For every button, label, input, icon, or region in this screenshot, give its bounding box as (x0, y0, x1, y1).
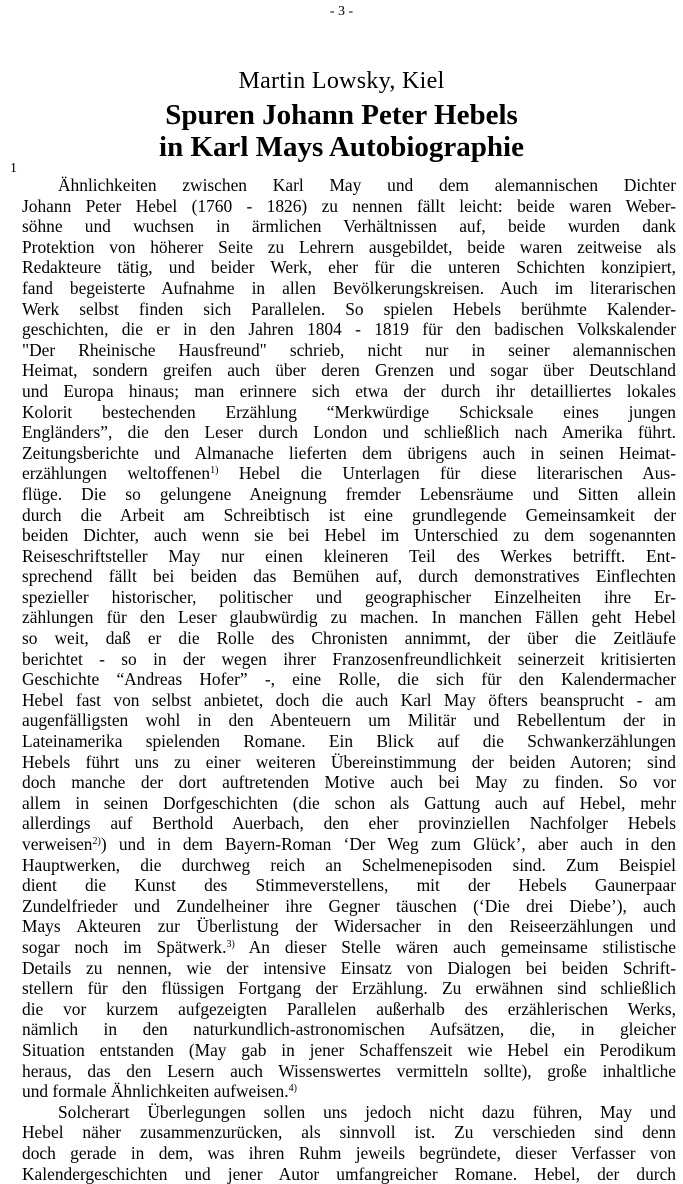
footnote-ref: 2) (93, 836, 101, 847)
text-line: und Europa hinaus; man erinnere sich etwa der durch ihr detailliertes lokales (22, 381, 676, 402)
text-line: söhne und wuchsen in ärmlichen Verhältnissen auf, beide wurden dank (22, 216, 676, 237)
footnote-ref: 4) (289, 1083, 297, 1094)
text-line: so weit, daß er die Rolle des Chronisten annimmt, der über die Zeitläufe (22, 628, 676, 649)
text-line: Hauptwerken, die durchweg reich an Schelmenepisoden sind. Zum Beispiel (22, 855, 676, 876)
text-line: heraus, das den Lesern auch Wissenswertes vermitteln sollte), große inhaltliche (22, 1061, 676, 1082)
title-line-1: Spuren Johann Peter Hebels (0, 99, 683, 131)
text-line: doch manche der dort auftretenden Motive auch bei May zu finden. So vor (22, 772, 676, 793)
section-number: 1 (10, 161, 17, 177)
text-line: Hebels führt uns zu einer weiteren Übereinstimmung der beiden Autoren; sind (22, 752, 676, 773)
text-line: spezieller historischer, politischer und geographischer Einzelheiten ihre Er- (22, 587, 676, 608)
text-line: Kalendergeschichten und jener Autor umfangreicher Romane. Hebel, der durch (22, 1164, 676, 1184)
text-line: Werk selbst finden sich Parallelen. So spielen Hebels berühmte Kalender- (22, 299, 676, 320)
text-line: erzählungen weltoffenen$^{1)}$ Hebel die Unterlagen für diese literarischen Aus- (22, 463, 676, 484)
text-line: Situation entstanden (May gab in jener Schaffenszeit wie Hebel ein Perodikum (22, 1040, 676, 1061)
text-line: dient die Kunst des Stimmeverstellens, mit der Hebels Gaunerpaar (22, 875, 676, 896)
author-line: Martin Lowsky, Kiel (0, 68, 683, 95)
text-line: Zundelfrieder und Zundelheiner ihre Gegner täuschen (‘Die drei Diebe’), auch (22, 896, 676, 917)
text-line: geschichten, die er in den Jahren 1804 - 1819 für den badischen Volkskalender (22, 319, 676, 340)
text-line: fand begeisterte Aufnahme in allen Bevölkerungskreisen. Auch im literarischen (22, 278, 676, 299)
text-line: Johann Peter Hebel (1760 - 1826) zu nennen fällt leicht: beide waren Weber- (22, 196, 676, 217)
text-line: berichtet - so in der wegen ihrer Franzosenfreundlichkeit seinerzeit kritisierten (22, 649, 676, 670)
text-line: Hebel näher zusammenzurücken, als sinnvoll ist. Zu verschieden sind denn (22, 1122, 676, 1143)
page-number: - 3 - (0, 4, 683, 20)
text-line: Geschichte “Andreas Hofer” -, eine Rolle, die sich für den Kalendermacher (22, 669, 676, 690)
text-line: allerdings auf Berthold Auerbach, den eher provinziellen Nachfolger Hebels (22, 813, 676, 834)
text-line: doch gerade in dem, was ihren Ruhm jeweils begründete, dieser Verfasser von (22, 1143, 676, 1164)
title-line-2: in Karl Mays Autobiographie (0, 131, 683, 163)
text-line: Protektion von höherer Seite zu Lehrern ausgebildet, beide waren zeitweise als (22, 237, 676, 258)
footnote-ref: 1) (210, 465, 218, 476)
text-line: Lateinamerika spielenden Romane. Ein Blick auf die Schwankerzählungen (22, 731, 676, 752)
footnote-ref: 3) (226, 939, 234, 950)
text-line: flüge. Die so gelungene Aneignung fremder Lebensräume und Sitten allein (22, 484, 676, 505)
text-line: sogar noch im Spätwerk.$^{3)}$ An dieser Stelle wären auch gemeinsame stilistische (22, 937, 676, 958)
text-line: Reiseschriftsteller May nur einen kleineren Teil des Werkes betrifft. Ent- (22, 546, 676, 567)
body-text (22, 175, 676, 1184)
text-line: stellern für den flüssigen Fortgang der Erzählung. Zu erwähnen sind schließlich (22, 978, 676, 999)
text-line: und formale Ähnlichkeiten aufweisen.$^{4)}$ (22, 1081, 676, 1102)
text-line: Redakteure tätig, und beider Werk, eher für die unteren Schichten konzipiert, (22, 257, 676, 278)
text-line: verweisen$^{2)}$) und in dem Bayern-Roman ‘Der Weg zum Glück’, aber auch in den (22, 834, 676, 855)
text-line: Heimat, sondern greifen auch über deren Grenzen und sogar über Deutschland (22, 360, 676, 381)
text-line: Solcherart Überlegungen sollen uns jedoch nicht dazu führen, May und (22, 1102, 676, 1123)
text-line: nämlich in den naturkundlich-astronomischen Aufsätzen, die, in gleicher (22, 1019, 676, 1040)
text-line: zählungen für den Leser glaubwürdig zu machen. In manchen Fällen geht Hebel (22, 607, 676, 628)
text-line: durch die Arbeit am Schreibtisch ist eine grundlegende Gemeinsamkeit der (22, 505, 676, 526)
text-line: Kolorit bestechenden Erzählung “Merkwürdige Schicksale eines jungen (22, 402, 676, 423)
text-line: augenfälligsten wohl in den Abenteuern um Militär und Rebellentum der in (22, 710, 676, 731)
text-line: Engländers”, die den Leser durch London und schließlich nach Amerika führt. (22, 422, 676, 443)
text-line: sprechend fällt bei beiden das Bemühen auf, durch demonstratives Einflechten (22, 566, 676, 587)
text-line: Hebel fast von selbst anbietet, doch die auch Karl May öfters beansprucht - am (22, 690, 676, 711)
text-line: Mays Akteuren zur Überlistung der Widersacher in den Reiseerzählungen und (22, 916, 676, 937)
text-line: Details zu nennen, wie der intensive Einsatz von Dialogen bei beiden Schrift- (22, 958, 676, 979)
text-line: beiden Dichter, auch wenn sie bei Hebel im Unterschied zu dem sogenannten (22, 525, 676, 546)
text-line: "Der Rheinische Hausfreund" schrieb, nicht nur in seiner alemannischen (22, 340, 676, 361)
text-line: Zeitungsberichte und Almanache lieferten dem übrigens auch in seinen Heimat- (22, 443, 676, 464)
text-line: Ähnlichkeiten zwischen Karl May und dem alemannischen Dichter (22, 175, 676, 196)
text-line: allem in seinen Dorfgeschichten (die schon als Gattung auch auf Hebel, mehr (22, 793, 676, 814)
text-line: die vor kurzem aufgezeigten Parallelen außerhalb des erzählerischen Werks, (22, 999, 676, 1020)
